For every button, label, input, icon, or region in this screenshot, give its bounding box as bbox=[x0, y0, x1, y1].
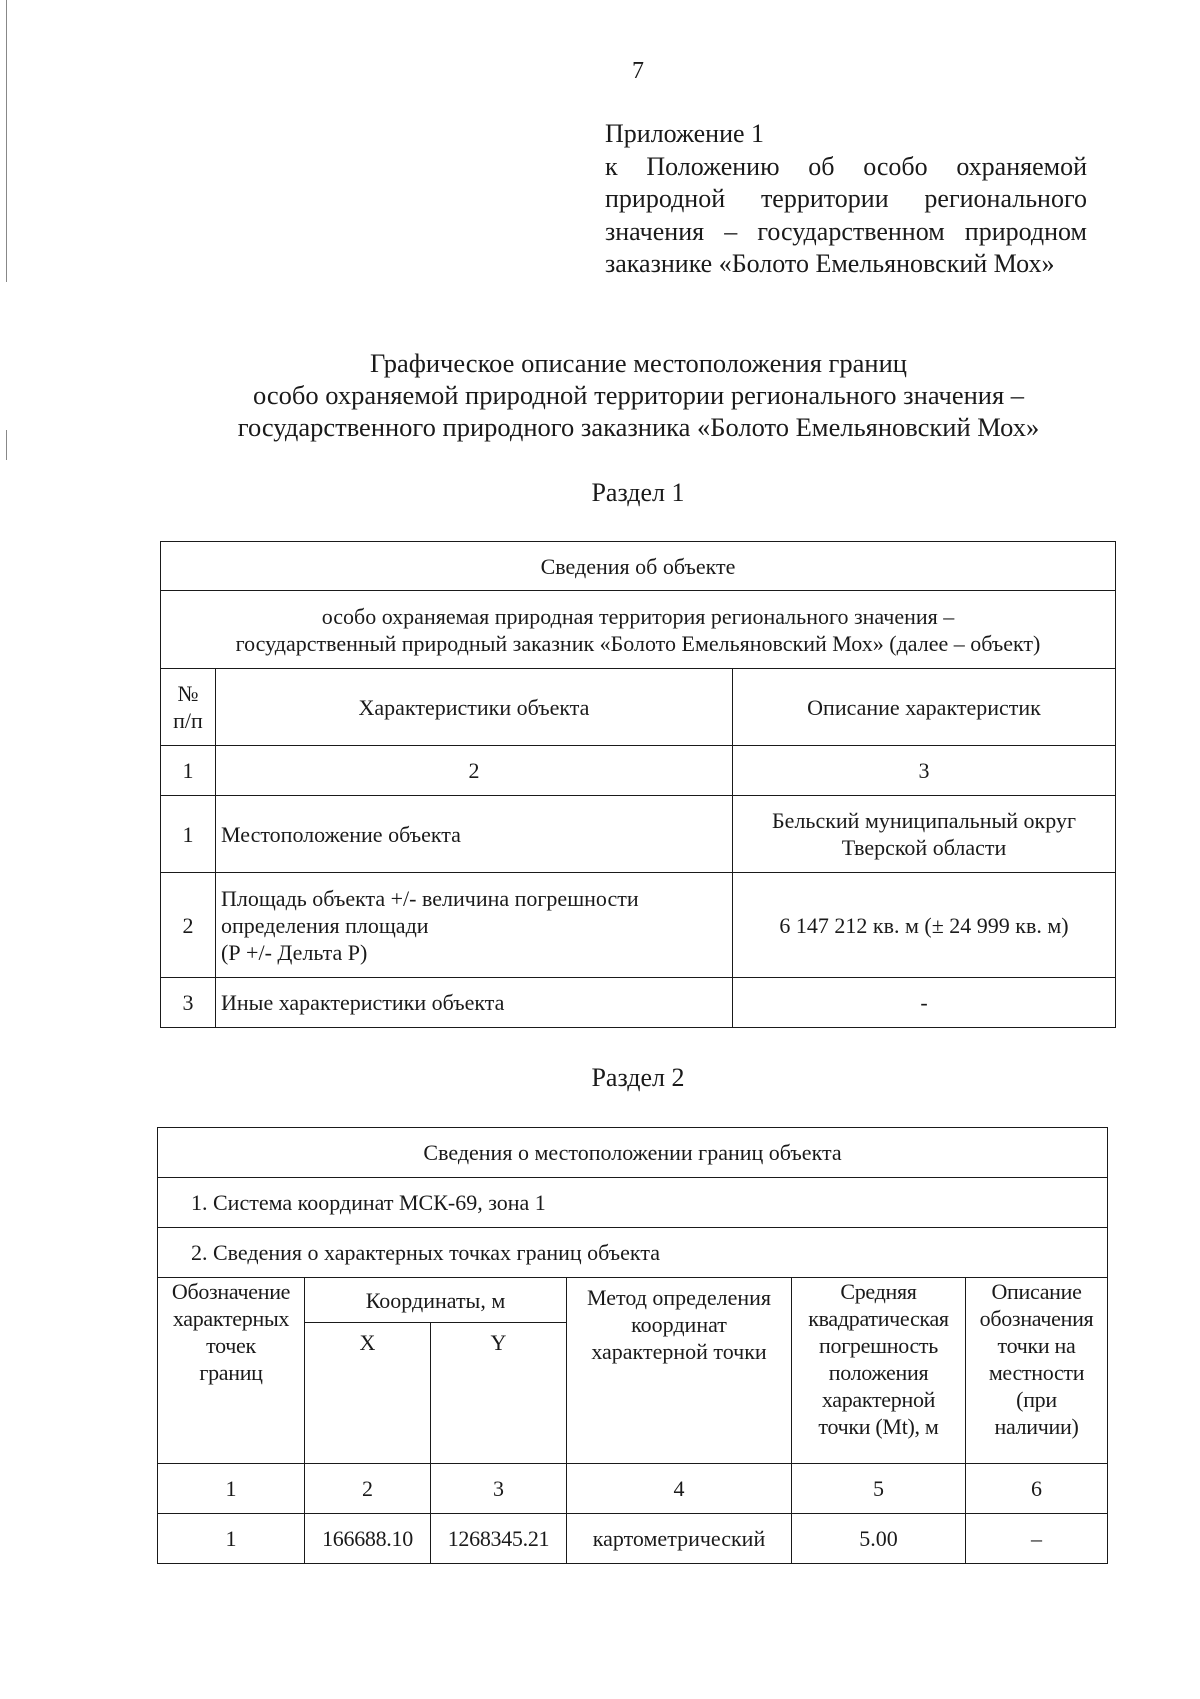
page-number: 7 bbox=[632, 58, 644, 84]
table-row bbox=[158, 1514, 1108, 1564]
header-line: точки на bbox=[997, 1333, 1076, 1358]
object-name-cell bbox=[161, 591, 1116, 669]
point-method: картометрический bbox=[567, 1514, 792, 1564]
appendix-heading: Приложение 1 bbox=[605, 119, 765, 148]
object-name-line: государственный природный заказник «Болото Емельяновский Мох» (далее – объект) bbox=[235, 630, 1041, 656]
header-line: обозначения bbox=[979, 1306, 1094, 1331]
header-designation bbox=[158, 1278, 305, 1464]
header-line: квадратическая bbox=[808, 1306, 949, 1331]
row-name bbox=[216, 873, 733, 978]
row-value: - bbox=[733, 978, 1116, 1028]
row-name-line: определения площади bbox=[221, 912, 429, 938]
header-line: характерных bbox=[172, 1306, 290, 1331]
header-x: X bbox=[305, 1323, 431, 1464]
column-number: 3 bbox=[431, 1464, 567, 1514]
header-point-description bbox=[966, 1278, 1108, 1464]
row-number: 3 bbox=[161, 978, 216, 1028]
appendix-block bbox=[605, 118, 1087, 281]
table-caption: Сведения о местоположении границ объекта bbox=[158, 1128, 1108, 1178]
object-info-table bbox=[160, 541, 1116, 1028]
header-row bbox=[161, 669, 1116, 746]
row-value-line: Бельский муниципальный округ bbox=[772, 808, 1076, 833]
header-num-line: п/п bbox=[173, 708, 203, 733]
boundary-points-table bbox=[157, 1127, 1108, 1564]
header-description: Описание характеристик bbox=[733, 669, 1116, 746]
document-title bbox=[160, 347, 1117, 443]
table-row bbox=[161, 796, 1116, 873]
header-line: Средняя bbox=[840, 1279, 917, 1304]
document-title-line: государственного природного заказника «Болото Емельяновский Мох» bbox=[237, 412, 1040, 442]
column-number: 1 bbox=[161, 746, 216, 796]
row-name: Иные характеристики объекта bbox=[216, 978, 733, 1028]
header-line: координат bbox=[631, 1312, 727, 1337]
scan-edge-mark bbox=[6, 430, 7, 460]
table-row bbox=[161, 978, 1116, 1028]
points-caption-row bbox=[158, 1228, 1108, 1278]
header-characteristics: Характеристики объекта bbox=[216, 669, 733, 746]
point-designation: 1 bbox=[158, 1514, 305, 1564]
point-description: – bbox=[966, 1514, 1108, 1564]
coord-system-row bbox=[158, 1178, 1108, 1228]
table-caption: Сведения об объекте bbox=[161, 542, 1116, 591]
column-number: 1 bbox=[158, 1464, 305, 1514]
row-value: 6 147 212 кв. м (± 24 999 кв. м) bbox=[733, 873, 1116, 978]
header-line: положения bbox=[828, 1360, 929, 1385]
header-y: Y bbox=[431, 1323, 567, 1464]
header-line: Метод определения bbox=[586, 1285, 772, 1310]
point-x: 166688.10 bbox=[305, 1514, 431, 1564]
header-coords: Координаты, м bbox=[305, 1278, 567, 1323]
row-name: Местоположение объекта bbox=[216, 796, 733, 873]
header-num-line: № bbox=[177, 681, 199, 706]
header-line: границ bbox=[199, 1360, 263, 1385]
header-line: местности bbox=[988, 1360, 1085, 1385]
header-error bbox=[792, 1278, 966, 1464]
object-name-line: особо охраняемая природная территория регионального значения – bbox=[321, 603, 955, 629]
header-line: точки (Mt), м bbox=[818, 1414, 939, 1439]
row-name-line: (Р +/- Дельта Р) bbox=[221, 939, 368, 965]
table-caption-row bbox=[161, 542, 1116, 591]
row-number: 1 bbox=[161, 796, 216, 873]
column-number: 5 bbox=[792, 1464, 966, 1514]
header-line: Описание bbox=[991, 1279, 1082, 1304]
point-error: 5.00 bbox=[792, 1514, 966, 1564]
document-title-line: особо охраняемой природной территории регионального значения – bbox=[252, 380, 1025, 410]
header-line: наличии) bbox=[994, 1414, 1079, 1439]
header-row bbox=[158, 1278, 1108, 1323]
section-2-title: Раздел 2 bbox=[591, 1063, 685, 1092]
header-line: (при bbox=[1016, 1387, 1057, 1412]
coord-system: 1. Система координат МСК-69, зона 1 bbox=[158, 1178, 1108, 1228]
column-number: 4 bbox=[567, 1464, 792, 1514]
header-line: характерной bbox=[821, 1387, 936, 1412]
appendix-body: к Положению об особо охраняемой природной территории регионального значения – государственном природном заказнике «Болото Емельяновский Мох» bbox=[605, 151, 1087, 278]
header-line: точек bbox=[206, 1333, 256, 1358]
section-1-title: Раздел 1 bbox=[591, 478, 685, 507]
row-value-line: Тверской области bbox=[841, 835, 1007, 860]
header-method bbox=[567, 1278, 792, 1464]
column-number-row bbox=[158, 1464, 1108, 1514]
column-number: 2 bbox=[216, 746, 733, 796]
table-row bbox=[161, 873, 1116, 978]
point-y: 1268345.21 bbox=[431, 1514, 567, 1564]
header-num bbox=[161, 669, 216, 746]
object-name-row bbox=[161, 591, 1116, 669]
scan-edge-line bbox=[6, 0, 7, 282]
row-name-line: Площадь объекта +/- величина погрешности bbox=[221, 885, 639, 911]
column-number-row bbox=[161, 746, 1116, 796]
column-number: 6 bbox=[966, 1464, 1108, 1514]
row-value bbox=[733, 796, 1116, 873]
table-caption-row bbox=[158, 1128, 1108, 1178]
points-caption: 2. Сведения о характерных точках границ объекта bbox=[158, 1228, 1108, 1278]
document-title-line: Графическое описание местоположения границ bbox=[370, 348, 907, 378]
header-line: Обозначение bbox=[171, 1279, 291, 1304]
header-line: характерной точки bbox=[591, 1339, 767, 1364]
column-number: 3 bbox=[733, 746, 1116, 796]
header-line: погрешность bbox=[819, 1333, 938, 1358]
row-number: 2 bbox=[161, 873, 216, 978]
column-number: 2 bbox=[305, 1464, 431, 1514]
